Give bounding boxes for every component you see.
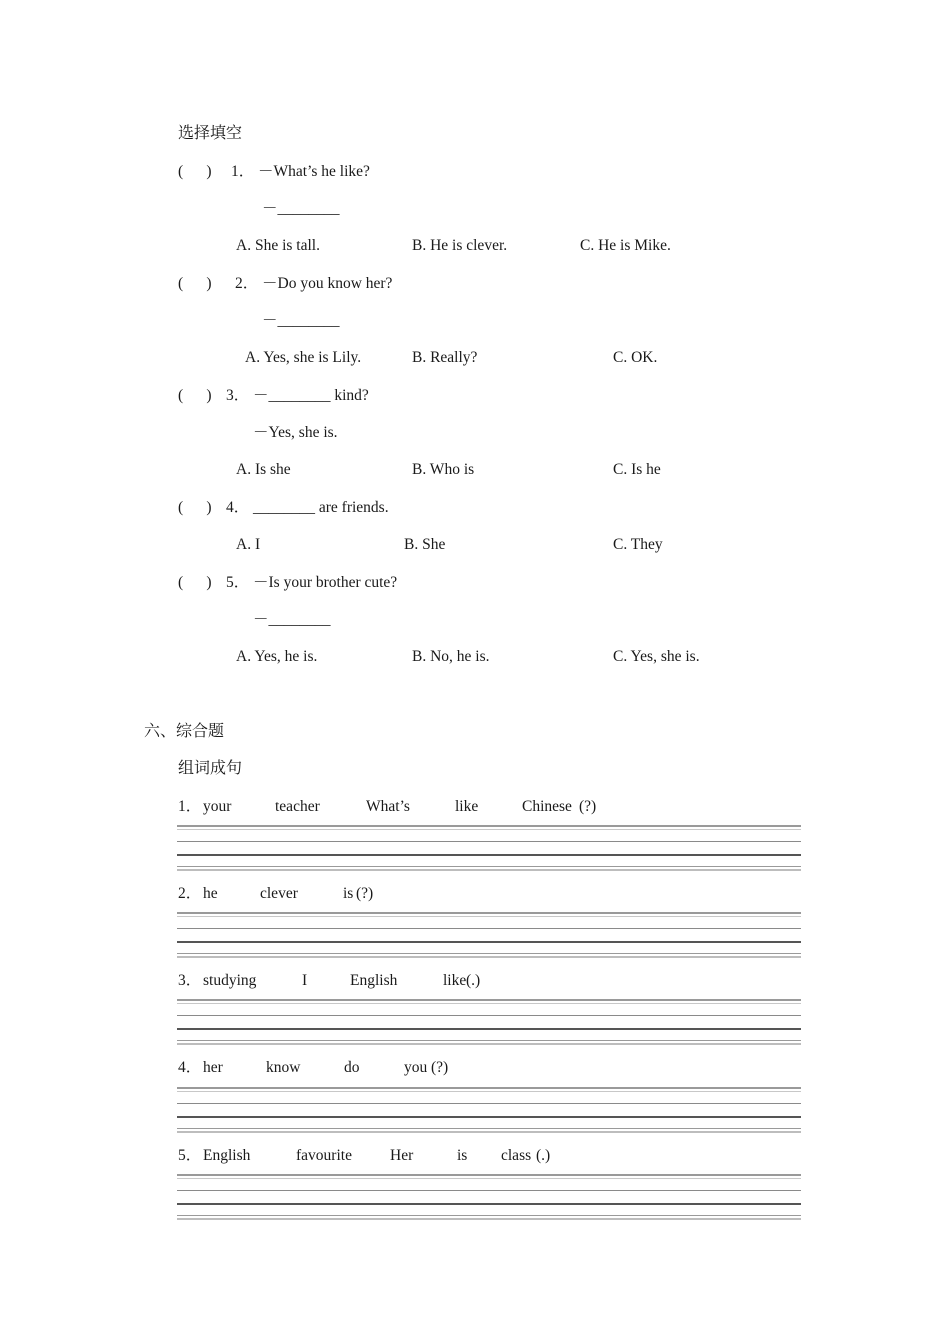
option-c: C. They (613, 536, 663, 553)
sentence-number: 5． (178, 1147, 202, 1164)
punctuation-hint: (.) (536, 1147, 551, 1164)
option-a: A. She is tall. (236, 237, 320, 254)
question-prompt: ________ are friends. (253, 499, 389, 516)
section-heading: 组词成句 (178, 760, 243, 777)
option-c: C. OK. (613, 349, 658, 366)
word: English (350, 972, 398, 989)
word: studying (203, 972, 257, 989)
writing-lines[interactable] (177, 825, 801, 871)
answer-blank[interactable]: ( ) (178, 387, 212, 404)
writing-lines[interactable] (177, 1087, 801, 1133)
option-c: C. Is he (613, 461, 661, 478)
question-number: 3． (226, 387, 250, 404)
punctuation-hint: (?) (579, 798, 597, 815)
word: favourite (296, 1147, 352, 1164)
option-c: C. He is Mike. (580, 237, 671, 254)
punctuation-hint: (?) (356, 885, 374, 902)
answer-blank[interactable]: ( ) (178, 163, 212, 180)
sentence-number: 2． (178, 885, 202, 902)
answer-blank[interactable]: ( ) (178, 574, 212, 591)
word: like (455, 798, 479, 815)
option-a: A. Yes, she is Lily. (245, 349, 362, 366)
punctuation-hint: (?) (431, 1059, 449, 1076)
answer-blank[interactable]: ( ) (178, 499, 212, 516)
word: class (501, 1147, 532, 1164)
option-c: C. Yes, she is. (613, 648, 700, 665)
question-prompt: －What’s he like? (258, 163, 370, 180)
word: What’s (366, 798, 410, 815)
option-a: A. Yes, he is. (236, 648, 318, 665)
word: do (344, 1059, 360, 1076)
word: I (302, 972, 308, 989)
sentence-number: 1． (178, 798, 202, 815)
word: like (443, 972, 467, 989)
word: Chinese (522, 798, 572, 815)
sentence-number: 3． (178, 972, 202, 989)
question-answer-line: －Yes, she is. (253, 424, 338, 441)
question-number: 5． (226, 574, 250, 591)
option-b: B. She (404, 536, 446, 553)
option-b: B. He is clever. (412, 237, 508, 254)
question-answer-line: －________ (262, 200, 340, 217)
word: is (457, 1147, 468, 1164)
writing-lines[interactable] (177, 999, 801, 1045)
word: is (343, 885, 354, 902)
word: teacher (275, 798, 320, 815)
option-b: B. Who is (412, 461, 475, 478)
answer-blank[interactable]: ( ) (178, 275, 212, 292)
question-prompt: －Do you know her? (262, 275, 393, 292)
question-prompt: －________ kind? (253, 387, 369, 404)
mc-heading: 选择填空 (178, 125, 243, 142)
question-prompt: －Is your brother cute? (253, 574, 398, 591)
word: you (404, 1059, 428, 1076)
word: Her (390, 1147, 414, 1164)
word: know (266, 1059, 301, 1076)
word: her (203, 1059, 223, 1076)
word: he (203, 885, 218, 902)
option-b: B. No, he is. (412, 648, 490, 665)
punctuation-hint: (.) (466, 972, 481, 989)
writing-lines[interactable] (177, 1174, 801, 1220)
option-b: B. Really? (412, 349, 478, 366)
question-number: 4． (226, 499, 250, 516)
word: clever (260, 885, 298, 902)
option-a: A. Is she (236, 461, 291, 478)
word: English (203, 1147, 251, 1164)
sentence-number: 4． (178, 1059, 202, 1076)
question-number: 2． (235, 275, 259, 292)
question-answer-line: －________ (262, 312, 340, 329)
word: your (203, 798, 232, 815)
question-answer-line: －________ (253, 611, 331, 628)
section-title: 六、综合题 (144, 723, 225, 740)
option-a: A. I (236, 536, 261, 553)
question-number: 1． (231, 163, 255, 180)
writing-lines[interactable] (177, 912, 801, 958)
